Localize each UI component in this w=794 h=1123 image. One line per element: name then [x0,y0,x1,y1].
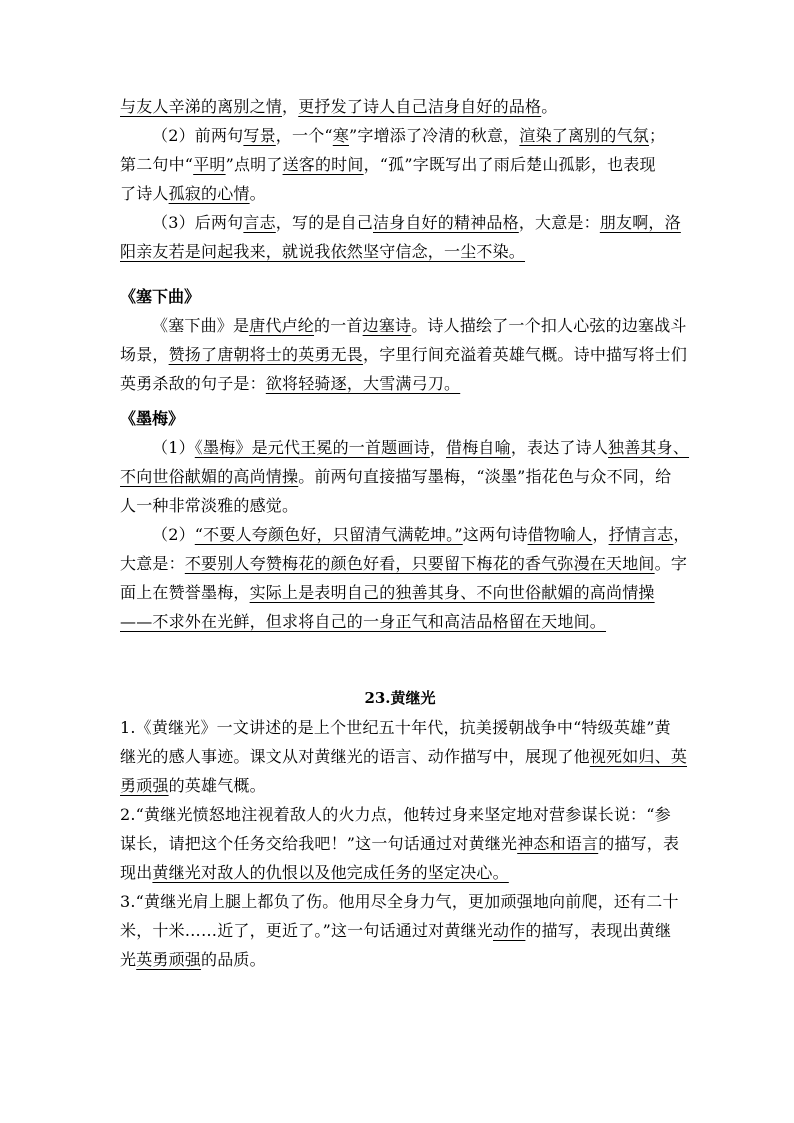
text-line: 场景，赞扬了唐朝将士的英勇无畏，字里行间充溢着英雄气概。诗中描写将士们 [120,345,688,364]
text-line: （3）后两句言志，写的是自己洁身自好的精神品格，大意是：朋友啊，洛 [152,213,681,232]
text-line: （1）《墨梅》是元代王冕的一首题画诗，借梅自喻，表达了诗人独善其身、 [152,438,690,457]
section-heading: 《墨梅》 [120,409,185,428]
text-line: ——不求外在光鲜，但求将自己的一身正气和高洁品格留在天地间。 [120,612,607,631]
section-poem-notes [120,92,680,266]
text-line: 英勇杀敌的句子是：欲将轻骑逐，大雪满弓刀。 [120,374,461,393]
text-line: （2）“不要人夸颜色好，只留清气满乾坤。”这两句诗借物喻人，抒情言志， [152,525,690,544]
text-line: 不向世俗献媚的高尚情操。前两句直接描写墨梅，“淡墨”指花色与众不同，给 [120,467,672,486]
text-line: 谋长，请把这个任务交给我吧！”这一句话通过对黄继光神态和语言的描写，表 [120,834,680,853]
section-saixiaqu [120,282,688,398]
text-line: 第二句中“平明”点明了送客的时间，“孤”字既写出了雨后楚山孤影，也表现 [120,155,656,174]
text-line: 《塞下曲》是唐代卢纶的一首边塞诗。诗人描绘了一个扣人心弦的边塞战斗 [152,316,687,335]
text-line: 1.《黄继光》一文讲述的是上个世纪五十年代，抗美援朝战争中“特级英雄”黄 [120,718,671,737]
section-lesson-23 [120,684,688,974]
section-heading: 《塞下曲》 [120,287,201,306]
text-line: 现出黄继光对敌人的仇恨以及他完成任务的坚定决心。 [120,863,509,882]
text-line: （2）前两句写景，一个“寒”字增添了冷清的秋意，渲染了离别的气氛； [152,126,666,145]
text-line: 继光的感人事迹。课文从对黄继光的语言、动作描写中，展现了他视死如归、英 [120,747,688,766]
text-line: 大意是：不要别人夸赞梅花的颜色好看，只要留下梅花的香气弥漫在天地间。字 [120,554,688,573]
section-momei [120,404,690,636]
text-line: 2.“黄继光愤怒地注视着敌人的火力点，他转过身来坚定地对营参谋长说：“参 [120,805,671,824]
lesson-title: 23.黄继光 [364,689,436,707]
text-line: 面上在赞誉墨梅，实际上是表明自己的独善其身、不向世俗献媚的高尚情操 [120,583,655,602]
text-line: 阳亲友若是问起我来，就说我依然坚守信念，一尘不染。 [120,242,526,261]
text-line: 勇顽强的英雄气概。 [120,776,266,795]
text-line: 米，十米……近了，更近了。”这一句话通过对黄继光动作的描写，表现出黄继 [120,921,672,940]
text-line: 与友人辛涕的离别之情，更抒发了诗人自己洁身自好的品格。 [120,97,558,116]
text-line: 3.“黄继光肩上腿上都负了伤。他用尽全身力气，更加顽强地向前爬，还有二十 [120,892,679,911]
text-line: 了诗人孤寂的心情。 [120,184,266,203]
text-line: 人一种非常淡雅的感觉。 [120,496,299,515]
text-line: 光英勇顽强的品质。 [120,950,266,969]
